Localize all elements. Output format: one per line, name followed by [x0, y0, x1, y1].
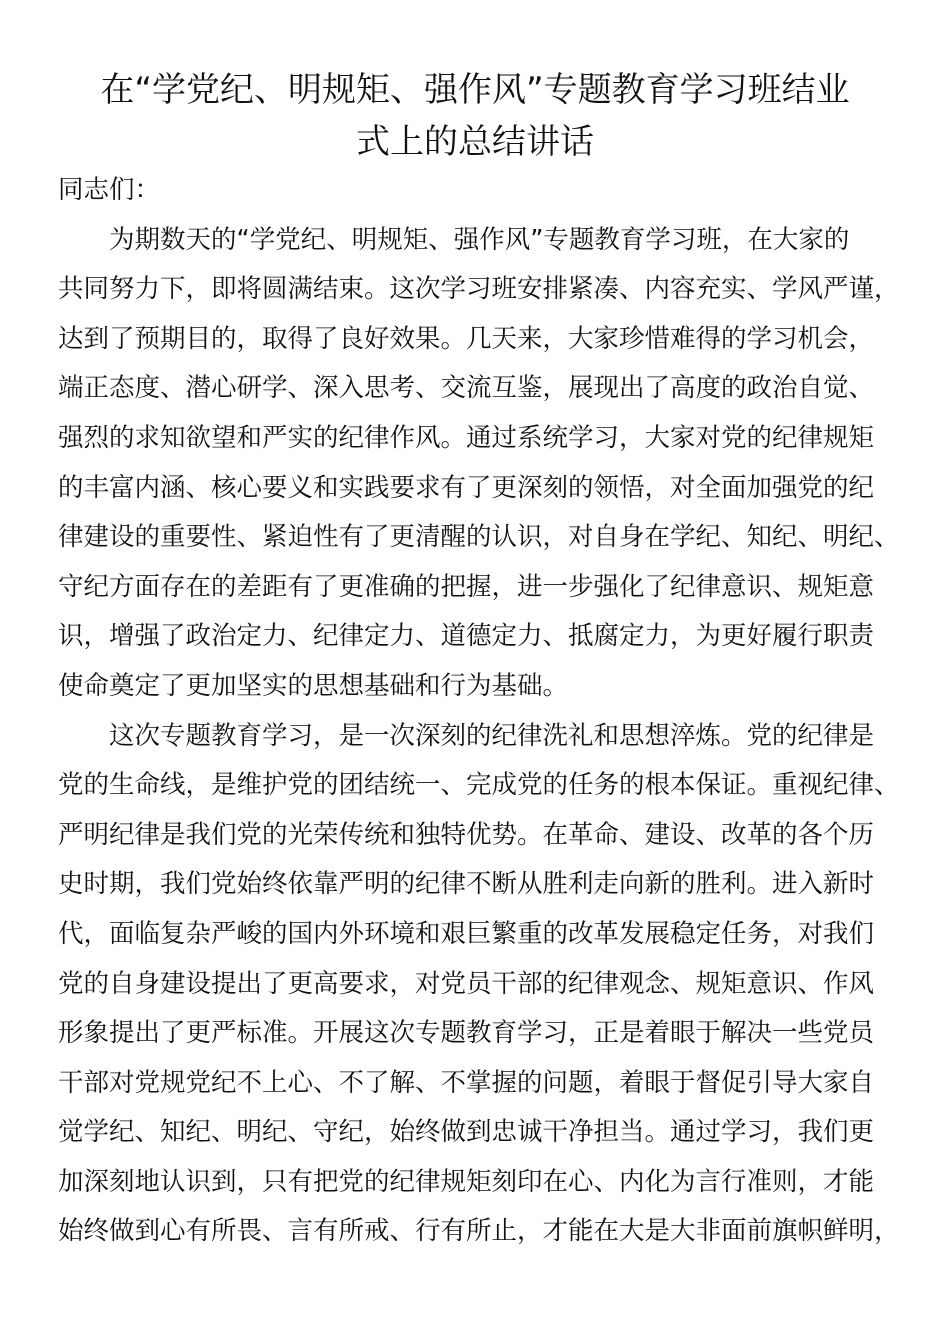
paragraph-line: 为期数天的“学党纪、明规矩、强作风”专题教育学习班，在大家的 — [109, 224, 850, 255]
paragraph-line: 代，面临复杂严峻的国内外环境和艰巨繁重的改革发展稳定任务，对我们 — [58, 918, 875, 949]
paragraph-line: 识，增强了政治定力、纪律定力、道德定力、抵腐定力，为更好履行职责 — [58, 621, 875, 652]
paragraph-line: 共同努力下，即将圆满结束。这次学习班安排紧凑、内容充实、学风严谨， — [58, 274, 900, 305]
title-line-2: 式上的总结讲话 — [356, 122, 594, 162]
paragraph-line: 律建设的重要性、紧迫性有了更清醒的认识，对自身在学纪、知纪、明纪、 — [58, 522, 900, 553]
paragraph-line: 端正态度、潜心研学、深入思考、交流互鉴，展现出了高度的政治自觉、 — [58, 373, 875, 404]
document-body — [58, 166, 898, 1257]
paragraph-line: 守纪方面存在的差距有了更准确的把握，进一步强化了纪律意识、规矩意 — [58, 571, 875, 602]
title-line-1: 在“学党纪、明规矩、强作风”专题教育学习班结业 — [100, 70, 850, 110]
paragraph-line: 干部对党规党纪不上心、不了解、不掌握的问题，着眼于督促引导大家自 — [58, 1067, 875, 1098]
paragraph-line: 始终做到心有所畏、言有所戒、行有所止，才能在大是大非面前旗帜鲜明， — [58, 1216, 900, 1247]
paragraph-2 — [58, 712, 898, 1258]
paragraph-line: 加深刻地认识到，只有把党的纪律规矩刻印在心、内化为言行准则，才能 — [58, 1166, 875, 1197]
paragraph-line: 的丰富内涵、核心要义和实践要求有了更深刻的领悟，对全面加强党的纪 — [58, 472, 875, 503]
paragraph-line: 严明纪律是我们党的光荣传统和独特优势。在革命、建设、改革的各个历 — [58, 819, 875, 850]
paragraph-line: 形象提出了更严标准。开展这次专题教育学习，正是着眼于解决一些党员 — [58, 1018, 875, 1049]
document-title — [40, 64, 910, 168]
paragraph-line: 强烈的求知欲望和严实的纪律作风。通过系统学习，大家对党的纪律规矩 — [58, 422, 875, 453]
paragraph-line: 使命奠定了更加坚实的思想基础和行为基础。 — [58, 670, 569, 701]
paragraph-1 — [58, 216, 898, 712]
paragraph-line: 党的自身建设提出了更高要求，对党员干部的纪律观念、规矩意识、作风 — [58, 968, 875, 999]
paragraph-line: 达到了预期目的，取得了良好效果。几天来，大家珍惜难得的学习机会， — [58, 323, 875, 354]
paragraph-line: 觉学纪、知纪、明纪、守纪，始终做到忠诚干净担当。通过学习，我们更 — [58, 1117, 875, 1148]
salutation: 同志们： — [58, 175, 161, 205]
paragraph-line: 这次专题教育学习，是一次深刻的纪律洗礼和思想淬炼。党的纪律是 — [109, 720, 875, 751]
paragraph-line: 党的生命线，是维护党的团结统一、完成党的任务的根本保证。重视纪律、 — [58, 770, 900, 801]
paragraph-line: 史时期，我们党始终依靠严明的纪律不断从胜利走向新的胜利。进入新时 — [58, 869, 875, 900]
